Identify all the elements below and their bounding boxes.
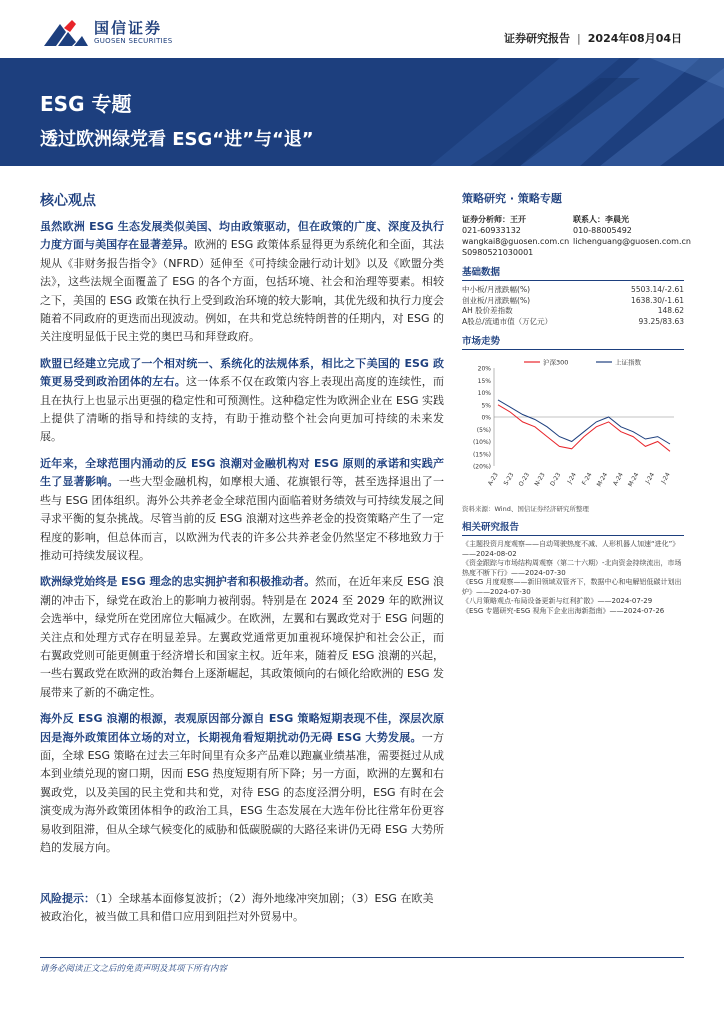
meta-separator: | (577, 31, 581, 45)
contact-email[interactable]: lichenguang@guosen.com.cn (573, 237, 691, 246)
footer-disclaimer: 请务必阅读正文之后的免责声明及其项下所有内容 (40, 964, 228, 974)
core-views (40, 190, 444, 865)
analyst-block (462, 214, 573, 258)
contact-phone: 010-88005492 (573, 226, 632, 235)
stat-row: 中小板/月涨跌幅(%) 5503.14/-2.61 (462, 285, 684, 294)
risk-warning: 风险提示：（1）全球基本面修复波折；（2）海外地缘冲突加剧；（3）ESG 在欧美被政治化，被当做工具和借口应用到阻拦对外贸易中。 (40, 892, 434, 923)
market-trend-heading: 市场走势 (462, 333, 684, 350)
stat-row: AH 股价差指数 148.62 (462, 306, 684, 315)
x-tick-label: O-23 (517, 471, 532, 488)
core-paragraph: 欧盟已经建立完成了一个相对统一、系统化的法规体系，相比之下美国的 ESG 政策更易受到政治团体的左右。这一体系不仅在政策内容上表现出高度的连续性，而且在执行上也显示出更强的稳定性和可预测性。这种稳定性为欧洲企业在 ESG 实践上提供了清晰的指导和持续的支持，有助于推动整个社会向更加可持续的未来发展。 (40, 356, 445, 444)
x-tick-label: J-24 (659, 471, 672, 485)
x-tick-label: N-23 (533, 471, 547, 488)
analyst-name: 证券分析师：王开 (462, 215, 526, 224)
chart-source: 资料来源：Wind、国信证券经济研究所整理 (462, 505, 589, 513)
logo-english-name: GUOSEN SECURITIES (94, 37, 173, 45)
y-tick-label: (20%) (472, 463, 491, 471)
basic-data-heading: 基础数据 (462, 264, 684, 281)
topic-category: ESG 专题 (40, 92, 132, 116)
legend-label: 上证指数 (615, 358, 641, 367)
core-paragraph: 欧洲绿党始终是 ESG 理念的忠实拥护者和积极推动者。然而，在近年来反 ESG 浪潮的冲击下，绿党在政治上的影响力被削弱。特别是在 2024 至 2029 年的欧洲议会选举中，绿党所在党团席位大幅减少。在欧洲，左翼和右翼政党对于 ESG 问题的关注点和处理方式存在明显差异。左翼政党通常更加重视环境保护和社会公正，而右翼政党则可能更侧重于经济增长和国家主权。近年来，随着反 ESG 浪潮的兴起，一些右翼政党在欧洲的政治舞台上逐渐崛起，其政策倾向的右倾化给欧洲的 ESG 发展带来了新的不确定性。 (40, 575, 445, 699)
x-tick-label: J-24 (566, 471, 578, 485)
x-tick-label: A-24 (611, 471, 625, 487)
analyst-email[interactable]: wangkai8@guosen.com.cn (462, 237, 570, 246)
page-header (0, 0, 724, 58)
core-paragraph: 虽然欧洲 ESG 生态发展类似美国、均由政策驱动，但在政策的广度、深度及执行力度方面与美国存在显著差异。欧洲的 ESG 政策体系显得更为系统化和全面，其法规从《非财务报告指令》（NFRD）延伸至《可持续金融行动计划》以及《欧盟分类法》，这些法规全面覆盖了 ESG 的各个方面，包括环境、社会和治理等要素。相较之下，美国的 ESG 政策在执行上受到政治环境的较大影响，其优先级和执行力度会随着不同政府的更迭而出现波动。例如，在共和党总统特朗普的任期内，对 ESG 的关注度明显低于民主党的奥巴马和拜登政府。 (40, 220, 444, 344)
analyst-phone: 021-60933132 (462, 226, 521, 235)
report-type: 证券研究报告 (504, 32, 571, 45)
core-views-heading: 核心观点 (40, 193, 96, 209)
y-tick-label: (5%) (476, 426, 491, 434)
x-tick-label: M-24 (595, 471, 610, 488)
related-report-item[interactable]: 《ESG 专题研究-ESG 视角下企业出海新指南》——2024-07-26 (462, 606, 665, 615)
market-trend-svg (462, 354, 684, 502)
x-tick-label: D-23 (549, 471, 563, 488)
stat-row: 创业板/月涨跌幅(%) 1638.30/-1.61 (462, 295, 684, 305)
analyst-cert: S0980521030001 (462, 248, 534, 257)
stat-row: A股总/流通市值（万亿元） 93.25/83.63 (462, 316, 684, 326)
y-tick-label: 20% (477, 365, 491, 373)
sidebar (462, 190, 691, 616)
analyst-info (462, 214, 691, 258)
guosen-logo (42, 18, 173, 48)
y-tick-label: 0% (481, 414, 491, 422)
logo-chinese-name: 国信证券 (94, 19, 163, 37)
contact-name: 联系人：李晨光 (573, 215, 629, 224)
market-trend-chart (462, 354, 684, 502)
core-paragraph: 近年来，全球范围内涌动的反 ESG 浪潮对金融机构对 ESG 原则的承诺和实践产生了显著影响。一些大型金融机构，如摩根大通、花旗银行等，甚至选择退出了一些与 ESG 团体组织。海外公共养老金全球范围内面临着财务绩效与可持续发展之间寻求平衡的复杂挑战。尽管当前的反 ESG 浪潮对这些养老金的投资策略产生了一定程度的影响，但总体而言，以欧洲为代表的许多公共养老金仍然坚定不移地致力于推动可持续发展议程。 (40, 456, 445, 562)
related-report-item[interactable]: 《八月策略观点-布局设备更新与红利扩散》——2024-07-29 (462, 597, 653, 605)
x-tick-label: S-23 (502, 471, 516, 487)
x-tick-label: A-23 (486, 471, 500, 487)
x-tick-label: J-24 (644, 471, 657, 485)
x-tick-label: F-24 (580, 471, 594, 487)
series-line-0 (498, 405, 670, 452)
related-report-item[interactable]: 《资金跟踪与市场结构周观察（第二十六期）-北向资金持续流出，市场热度不断下行》——2024-07-30 (462, 559, 682, 577)
y-tick-label: (10%) (472, 439, 491, 446)
report-meta (504, 30, 682, 46)
contact-block (573, 214, 691, 258)
related-report-item[interactable]: 《ESG 月度观察——新旧领域双管齐下，数据中心和电解铝低碳计划出炉》——2024-07-30 (462, 578, 682, 596)
related-report-item[interactable]: 《主题投资月度观察——自动驾驶热度不减、人形机器人加速“进化”》——2024-08-02 (462, 540, 680, 558)
x-tick-label: M-24 (626, 471, 641, 488)
report-date: 2024年08月04日 (587, 32, 682, 45)
legend-label: 沪深300 (543, 358, 569, 367)
title-banner (0, 58, 724, 166)
footer-divider (40, 957, 684, 958)
y-tick-label: 15% (477, 377, 491, 385)
guosen-logo-icon (42, 18, 90, 48)
y-tick-label: 10% (477, 390, 491, 397)
related-reports-heading: 相关研究报告 (462, 519, 684, 536)
core-paragraph: 海外反 ESG 浪潮的根源，表观原因部分源自 ESG 策略短期表现不佳，深层次原因是海外政策团体立场的对立，长期视角看短期扰动仍无碍 ESG 大势发展。一方面，全球 ESG 策略在过去三年时间里有众多产品难以跑赢业绩基准，需要挺过从成本到业绩兑现的窗口期，因而 ESG 热度短期有所下降；另一方面，欧洲的左翼和右翼政党，以及美国的民主党和共和党，对待 ESG 的态度泾渭分明，ESG 有时在会演变成为海外政策团体相争的政治工具，ESG 生态发展在大选年份比往常年份更容易收到阻滞，但从全球气候变化的威胁和低碳脱碳的大路径来讲仍无碍 ESG 大势所趋的发展方向。 (40, 712, 445, 854)
y-tick-label: (15%) (472, 451, 491, 459)
report-title: 透过欧洲绿党看 ESG“进”与“退” (40, 129, 314, 150)
sidebar-heading: 策略研究 · 策略专题 (462, 192, 562, 205)
y-tick-label: 5% (481, 402, 491, 410)
